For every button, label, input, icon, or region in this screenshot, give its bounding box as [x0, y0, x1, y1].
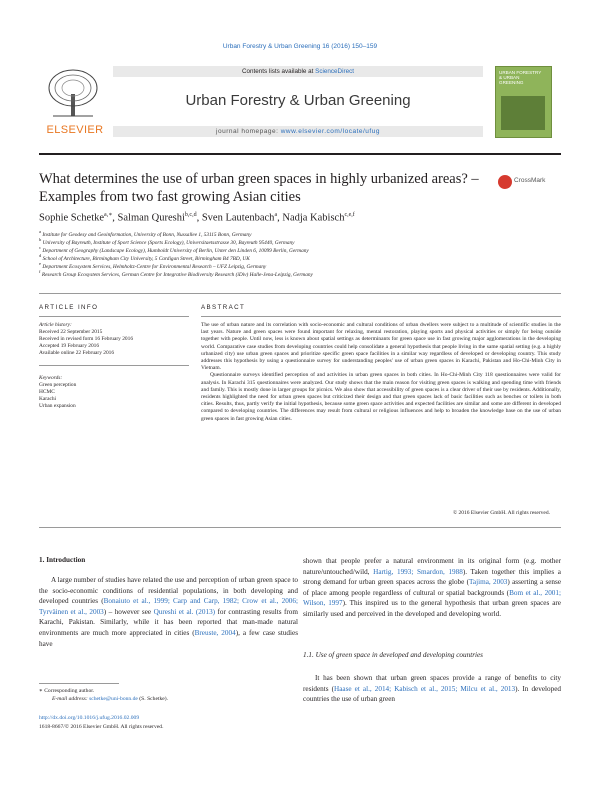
affiliation-text: Institute for Geodesy and Geoinformation, University of Bonn, Nussallee 1, 53115 Bonn, Germany	[42, 231, 252, 238]
homepage-link[interactable]: www.elsevier.com/locate/ufug	[280, 128, 380, 135]
affiliation-mark: d	[39, 253, 42, 258]
keyword: HCMC	[39, 389, 55, 396]
body-text: ). Taken together this implies a strong demand for urban green spaces across the globe (	[303, 567, 561, 587]
citation-link[interactable]: Tajima, 2003	[469, 578, 508, 587]
sciencedirect-link[interactable]: ScienceDirect	[315, 68, 354, 75]
section-divider	[39, 527, 561, 528]
elsevier-wordmark: ELSEVIER	[46, 124, 104, 136]
body-text: for contrasting results from Karachi, Pakistan. Similarly, while it has been reported that man-made natural environments are much more appreciated in cities (	[39, 607, 298, 637]
citation-link[interactable]: Bom et al., 2001; Wilson, 1997	[303, 588, 561, 608]
journal-cover-photo	[501, 96, 545, 130]
article-title: What determines the use of urban green spaces in highly urbanized areas? – Examples from two fast growing Asian cities	[39, 171, 479, 205]
body-right-column-continued	[303, 673, 561, 705]
journal-title: Urban Forestry & Urban Greening	[185, 92, 411, 109]
body-paragraph	[39, 575, 298, 649]
history-item: Accepted 19 February 2016	[39, 343, 100, 350]
contents-bar	[113, 66, 483, 77]
body-text: It has been shown that urban green spaces provide a range of benefits to city residents (	[303, 674, 561, 693]
affiliation	[39, 268, 561, 279]
article-info-rule	[39, 365, 189, 366]
body-right-column	[303, 556, 561, 620]
homepage-prefix: journal homepage:	[216, 128, 281, 135]
citation-link[interactable]: Breuste, 2004	[194, 628, 236, 637]
subsection-heading: 1.1. Use of green space in developed and developing countries	[303, 651, 483, 659]
history-label: Article history:	[39, 322, 72, 328]
crossmark-label[interactable]: CrossMark	[514, 177, 546, 184]
body-text: shown that people prefer a natural environment in its original form (e.g. mother nature/untouched/wild,	[303, 557, 561, 576]
affiliation-mark: e	[39, 261, 41, 266]
body-paragraph	[303, 556, 561, 620]
author-affiliation-mark[interactable]: a	[274, 212, 278, 218]
abstract-heading: ABSTRACT	[201, 304, 246, 311]
doi-link[interactable]	[39, 714, 299, 722]
affiliation-text: Department Ecosystem Services, Helmholtz-Centre for Environmental Research – UFZ Leipzig, Germany	[42, 263, 267, 270]
affiliation-mark: a	[39, 229, 41, 234]
body-text: ) – however see	[103, 607, 154, 616]
introduction-heading: 1. Introduction	[39, 556, 86, 564]
body-text: A large number of studies have related the use and perception of urban green space to the socio-economic conditions of residential populations, in both developing and developed countries (	[39, 576, 298, 606]
abstract-paragraph: Questionnaire surveys identified perception of and activities in urban green spaces in both cities. In Ho-Chi-Minh City 118 questionnaires were valid for analysis. In Karachi 315 questionnaires were analyzed. Our study shows that the main reason for visiting green spaces is walking and spending time with friends and family. This is mostly done in larger groups for picnics. We also show that accessibility of green spaces is a clear driver of their use by residents. Additionally, residents highlighted the need for urban green spaces but criticized their design and that green spaces lack of basic facilities such as benches or toilets in both cities. Results, thus, partly verify the initial hypothesis, because some green space activities and expected facilities are similar and some are different in developed compared to developing countries. The differences may result from cultural or religious influences and help to broaden the knowledge base on the use of urban green spaces in fast growing Asian cities.	[201, 372, 561, 422]
author-affiliation-mark[interactable]: c,e,f	[344, 212, 355, 218]
abstract-paragraph: The use of urban nature and its correlation with socio-economic and cultural conditions of urban dwellers were subject to a multitude of scientific studies in the last years. Nature and green spaces were found important for relaxing, mental restoration, playing sports and physical activities or simply for being outside together with people. Until now, less is known about spatial settings as determinants for green space use in fast growing major agglomerations in the developing world. Comparative case studies from developing countries could help consolidate a general hypothesis that people living in the same spatial setting (e.g. a highly urbanized city) use urban green spaces and prioritize specific green space facilities in a similar way regardless of developed or developing country. This study addresses this hypothesis by using a questionnaire survey for understanding peoples' use of urban green spaces in Karachi, Pakistan and Ho-Chi-Minh City in Vietnam.	[201, 322, 561, 372]
section-divider	[39, 293, 561, 294]
crossmark-icon[interactable]	[498, 175, 512, 189]
abstract-rule	[201, 316, 561, 317]
citation-link[interactable]: Qureshi et al. (2013)	[153, 607, 216, 616]
body-text: ). This inspired us to the general hypothesis that urban green spaces are similarly used and perceived in the developed and developing world.	[303, 599, 561, 618]
author-affiliation-mark[interactable]: b,c,d	[184, 212, 197, 218]
header-divider	[39, 153, 561, 155]
email-link[interactable]: schetke@uni-bonn.de	[89, 696, 138, 702]
author-separator: ,	[112, 212, 118, 224]
author-separator: ,	[277, 212, 283, 224]
affiliation-text: Department of Geography (Landscape Ecology), Humboldt University of Berlin, Unter den Linden 6, 10099 Berlin, Germany	[42, 247, 309, 254]
abstract-copyright: © 2016 Elsevier GmbH. All rights reserved.	[452, 510, 550, 516]
corresponding-author-note: ∗ Corresponding author.	[39, 688, 95, 694]
citation-link[interactable]: Bonaiuto et al., 1999; Carp and Carp, 1982; Crow et al., 2006; Tyrväinen et al., 2003	[39, 597, 298, 616]
keyword: Karachi	[39, 396, 57, 403]
history-item: Received in revised form 16 February 2016	[39, 336, 134, 343]
author-name: Salman Qureshi	[117, 212, 185, 224]
author-name: Sven Lautenbach	[201, 212, 275, 224]
history-item: Received 22 September 2015	[39, 329, 103, 336]
abstract-body	[201, 322, 561, 423]
citation-link[interactable]: Haase et al., 2014; Kabisch et al., 2015; Milcu et al., 2013	[334, 684, 516, 693]
keywords	[39, 375, 189, 410]
issn-line: 1618-8667/© 2016 Elsevier GmbH. All rights reserved.	[39, 724, 164, 730]
affiliation-mark: f	[39, 269, 41, 274]
author-separator: ,	[196, 212, 202, 224]
history-item: Available online 22 February 2016	[39, 350, 115, 357]
author-affiliation-mark[interactable]: a,∗	[104, 212, 113, 218]
author-name: Sophie Schetke	[39, 212, 105, 224]
affiliation-text: University of Bayreuth, Institute of Sport Science (Sports Ecology), Universitaetsstrasse 30, Bayreuth 95440, Germany	[42, 239, 295, 246]
journal-homepage-bar	[113, 126, 483, 137]
article-history	[39, 322, 189, 357]
author-list	[39, 211, 561, 224]
article-info-heading: ARTICLE INFO	[39, 304, 99, 311]
doi-text[interactable]: http://dx.doi.org/10.1016/j.ufug.2016.02.009	[39, 715, 140, 721]
keywords-label: Keywords:	[39, 375, 63, 381]
body-left-column	[39, 575, 298, 649]
body-text: ), a few case studies have	[39, 628, 298, 648]
keyword: Green perception	[39, 382, 77, 389]
affiliation-mark: b	[39, 237, 42, 242]
email-suffix: (S. Schetke).	[137, 696, 169, 702]
body-paragraph	[303, 673, 561, 705]
journal-reference[interactable]: Urban Forestry & Urban Greening 16 (2016) 150–159	[222, 43, 378, 50]
journal-cover-title: URBAN FORESTRY & URBAN GREENING	[499, 70, 542, 86]
affiliation-text: School of Architecture, Birmingham City University, 5 Cardigan Street, Birmingham B4 7BD, UK	[42, 255, 250, 262]
body-text: ). In developed countries the use of urban green	[303, 684, 561, 704]
contents-prefix: Contents lists available at	[241, 68, 316, 75]
email-label: E-mail address:	[52, 696, 90, 702]
email-note	[52, 695, 312, 703]
body-text: ) asserting a sense of place among people regardless of cultural or spatial backgrounds (	[303, 578, 562, 597]
affiliation-mark: c	[39, 245, 41, 250]
article-info-rule	[39, 316, 189, 317]
footnote-rule	[39, 683, 119, 684]
citation-link[interactable]: Hartig, 1993; Smardon, 1988	[373, 567, 463, 576]
author-name: Nadja Kabisch	[282, 212, 345, 224]
affiliation-text: Research Group Ecosystem Services, German Centre for Integrative Biodiversity Research (iDiv) Halle-Jena-Leipzig, Germany	[41, 271, 313, 278]
keyword: Urban expansion	[39, 403, 76, 410]
